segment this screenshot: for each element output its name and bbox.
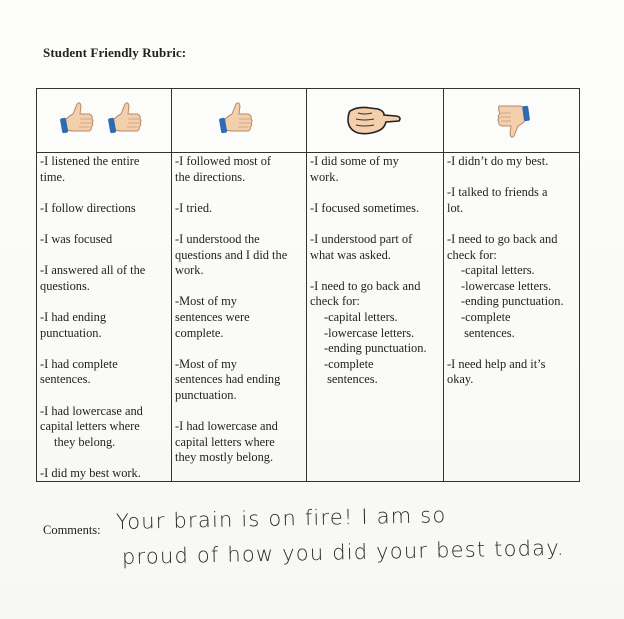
rubric-line: -I understood part of [310,231,413,246]
thumbs-sideways-icon [344,103,406,139]
rubric-line: -Most of my [175,294,237,309]
rubric-line: -I need help and it’s [447,356,546,371]
rubric-line: -I need to go back and [447,231,558,246]
rubric-line: okay. [447,372,474,387]
rubric-line: -I had lowercase and [40,403,143,418]
rubric-line: sentences. [324,372,378,387]
rubric-line: -I did some of my [310,154,399,168]
rubric-line: -Most of my [175,356,237,371]
rubric-line: what was asked. [310,247,391,262]
rubric-line: -complete [461,309,511,324]
thumbs-up-icon [59,100,101,142]
rubric-line: capital letters where [175,434,275,449]
thumbs-down-icon [491,100,533,142]
comments-label: Comments: [43,523,101,537]
rubric-line: check for: [310,294,360,309]
icon-cell-some [307,89,444,153]
rubric-table [36,88,580,482]
rubric-line: -I listened the entire [40,154,140,168]
column-low [444,153,580,482]
rubric-line: capital letters where [40,419,140,434]
icon-cell-low [444,89,580,153]
page-title: Student Friendly Rubric: [43,45,187,60]
rubric-line: -complete [324,356,374,371]
handwritten-comment-line: proud of how you did your best today. [121,535,565,569]
rubric-line: work. [310,169,339,184]
thumbs-up-icon [218,100,260,142]
rubric-line: work. [175,263,204,278]
rubric-line: -I did my best work. [40,465,141,480]
icon-row [37,89,580,153]
rubric-line: they belong. [54,434,116,449]
rubric-line: check for: [447,247,497,262]
rubric-line: -ending punctuation. [324,341,427,356]
rubric-line: -ending punctuation. [461,294,564,309]
rubric-line: -lowercase letters. [324,325,415,340]
rubric-line: -I had lowercase and [175,419,278,434]
rubric-line: -I was focused [40,231,113,246]
rubric-line: -I follow directions [40,200,136,215]
handwritten-comment-line: Your brain is on fire! I am so [115,503,447,534]
rubric-line: punctuation. [175,387,237,402]
rubric-line: -lowercase letters. [461,278,552,293]
rubric-line: -I focused sometimes. [310,200,420,215]
rubric-line: time. [40,169,66,184]
rubric-line: questions and I did the [175,247,288,262]
rubric-line: -I didn’t do my best. [447,154,549,168]
rubric-line: -I had complete [40,356,118,371]
rubric-line: -I answered all of the [40,263,146,278]
rubric-line: they mostly belong. [175,450,274,465]
column-some [307,153,444,482]
column-best [37,153,172,482]
rubric-line: sentences were [175,309,250,324]
icon-cell-good [172,89,307,153]
rubric-line: questions. [40,278,90,293]
rubric-line: the directions. [175,169,246,184]
rubric-line: -I understood the [175,231,260,246]
column-good [172,153,307,482]
rubric-line: -I had ending [40,309,107,324]
content-row [37,153,580,482]
rubric-line: -I need to go back and [310,278,421,293]
rubric-line: -capital letters. [461,263,535,278]
rubric-line: complete. [175,325,224,340]
rubric-line: sentences. [40,372,91,387]
rubric-line: -I followed most of [175,154,272,168]
rubric-line: lot. [447,200,464,215]
rubric-line: sentences had ending [175,372,281,387]
rubric-line: -I tried. [175,200,213,215]
thumbs-up-icon [107,100,149,142]
rubric-line: -capital letters. [324,309,398,324]
rubric-line: sentences. [461,325,515,340]
rubric-line: -I talked to friends a [447,185,548,200]
icon-cell-best [37,89,172,153]
rubric-line: punctuation. [40,325,102,340]
